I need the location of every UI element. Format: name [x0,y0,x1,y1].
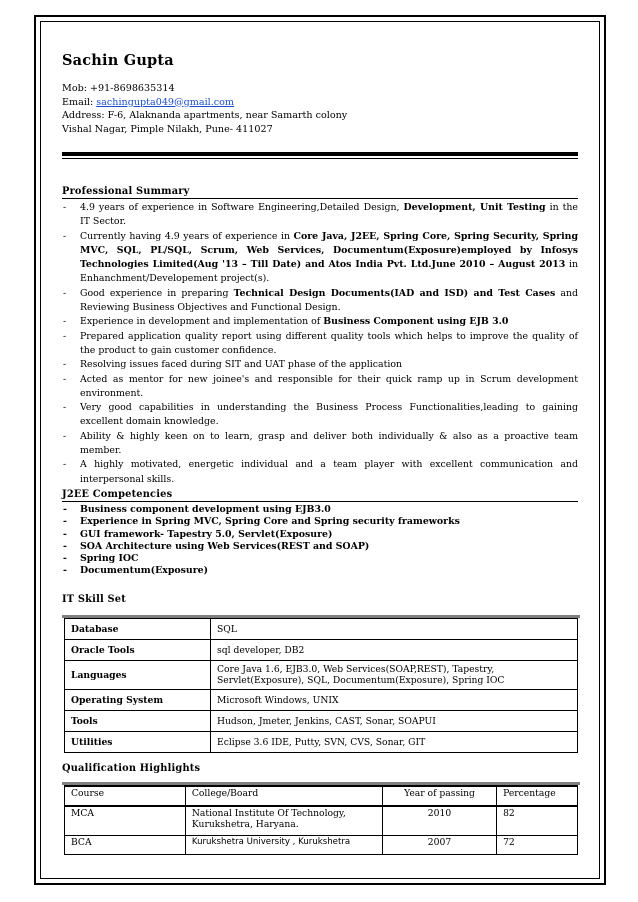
summary-text: Ability & highly keen on to learn, grasp and deliver both individually & also as a proactive team member. [80,430,578,457]
qualifications-row [65,836,578,855]
qualifications-row [65,806,578,836]
summary-item [62,201,578,230]
header-divider-thin [62,158,578,159]
j2ee-item: - SOA Architecture using Web Services(REST and SOAP) [62,541,578,553]
email-line [62,96,578,110]
qualifications-cell: 82 [497,806,578,836]
summary-item [62,401,578,430]
contact-header [62,52,578,136]
j2ee-item: - Spring IOC [62,553,578,565]
qualifications-cell: 2010 [382,806,496,836]
section-title-it-skills: IT Skill Set [62,594,126,605]
qualifications-cell: National Institute Of Technology, Kurukshetra, Haryana. [185,806,382,836]
candidate-name: Sachin Gupta [62,52,174,69]
email-link[interactable]: sachingupta049@gmail.com [96,96,235,108]
summary-text: A highly motivated, energetic individual and a team player with excellent communication and interpersonal skills. [80,459,578,485]
skills-row [65,661,578,690]
qualifications-header-row [65,786,578,806]
skill-value: Eclipse 3.6 IDE, Putty, SVN, CVS, Sonar, GIT [211,732,578,753]
j2ee-list [62,504,578,578]
skill-value: Microsoft Windows, UNIX [211,690,578,711]
summary-item [62,458,578,487]
summary-text: Very good capabilities in understanding the Business Process Functionalities,leading to gaining excellent domain knowledge. [80,402,578,428]
qualifications-cell: Kurukshetra University , Kurukshetra [185,836,382,855]
skills-table [64,618,578,753]
qualifications-header-cell: Year of passing [382,786,496,806]
mobile-number: Mob: +91-8698635314 [62,83,175,94]
j2ee-item: - GUI framework- Tapestry 5.0, Servlet(Exposure) [62,529,578,541]
qualifications-header-cell: Percentage [497,786,578,806]
skill-value: Hudson, Jmeter, Jenkins, CAST, Sonar, SOAPUI [211,711,578,732]
qualifications-cell: BCA [65,836,186,855]
summary-text: Currently having 4.9 years of experience in [80,230,294,242]
summary-item [62,230,578,287]
summary-item [62,358,578,372]
summary-bold-text: Development, Unit Testing [403,202,546,213]
it-skill-set-section [62,594,578,605]
skill-category: Oracle Tools [65,640,211,661]
skill-category: Database [65,619,211,640]
qualifications-cell: MCA [65,806,186,836]
skill-category: Tools [65,711,211,732]
skill-value: Core Java 1.6, EJB3.0, Web Services(SOAP,REST), Tapestry, Servlet(Exposure), SQL, Documentum(Exposure), Spring IOC [211,661,578,690]
summary-bold-text: Technical Design Documents(IAD and ISD) and Test Cases [233,287,556,299]
summary-text: in Enhanchment/Developement project(s). [80,259,578,285]
j2ee-competencies-section [62,489,578,578]
skill-category: Operating System [65,690,211,711]
summary-text: in the IT Sector. [80,202,578,228]
j2ee-item: - Business component development using EJB3.0 [62,504,578,516]
j2ee-item: - Experience in Spring MVC, Spring Core and Spring security frameworks [62,516,578,528]
summary-item [62,430,578,459]
summary-bold-text: Core Java, J2EE, Spring Core, Spring Security, Spring MVC, SQL, PL/SQL, Scrum, Web Services, Documentum(Exposure)employed by Infosys Technologies Limited(Aug '13 – Till Date) and Atos India Pvt. Ltd.June 2010 – August 2013 [80,230,578,271]
section-title-summary: Professional Summary [62,186,578,199]
summary-item [62,330,578,359]
summary-text: 4.9 years of experience in Software Engineering,Detailed Design, [80,202,404,213]
skill-category: Utilities [65,732,211,753]
section-title-qualifications: Qualification Highlights [62,763,201,774]
summary-text: Resolving issues faced during SIT and UAT phase of the application [80,359,403,371]
address-line-2: Vishal Nagar, Pimple Nilakh, Pune- 411027 [62,123,273,135]
qualifications-header-cell: Course [65,786,186,806]
qualifications-cell: 2007 [382,836,496,855]
qualifications-cell: 72 [497,836,578,855]
address-line-1: Address: F-6, Alaknanda apartments, near Samarth colony [62,110,348,122]
summary-item [62,373,578,402]
summary-text: Good experience in preparing [80,287,234,299]
summary-list [62,201,578,487]
summary-item [62,287,578,316]
skill-category: Languages [65,661,211,690]
header-divider [62,152,578,156]
professional-summary-section [62,186,578,487]
skills-row [65,640,578,661]
summary-text: Experience in development and implementation of [80,316,324,328]
skills-row [65,711,578,732]
summary-text: Acted as mentor for new joinee's and responsible for their quick ramp up in Scrum development environment. [80,373,578,399]
summary-text: and Reviewing Business Objectives and Functional Design. [80,287,578,314]
summary-item [62,315,578,329]
email-label: Email: [62,96,97,108]
summary-bold-text: Business Component using EJB 3.0 [323,316,509,328]
skills-row [65,619,578,640]
skill-value: sql developer, DB2 [211,640,578,661]
j2ee-item: - Documentum(Exposure) [62,565,578,577]
summary-text: Prepared application quality report using different quality tools which helps to improve the quality of the product to gain customer confidence. [80,330,578,356]
qualifications-header-cell: College/Board [185,786,382,806]
skill-value: SQL [211,619,578,640]
skills-row [65,732,578,753]
section-title-j2ee: J2EE Competencies [62,489,578,502]
skills-row [65,690,578,711]
qualifications-table [64,785,578,855]
